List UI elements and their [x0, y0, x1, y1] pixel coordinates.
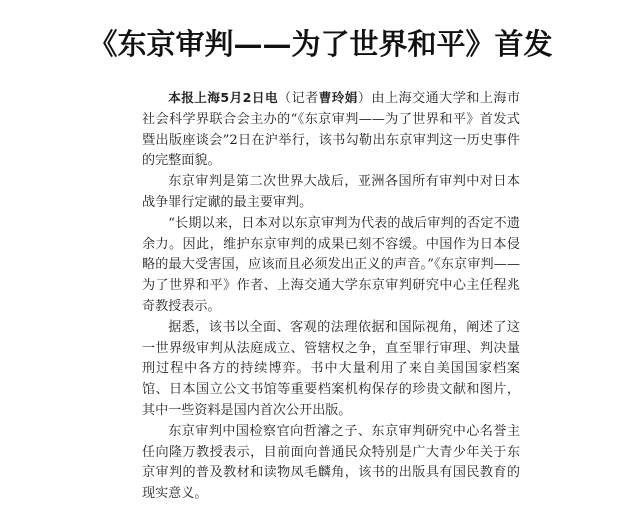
body-paragraph: 据悉，该书以全面、客观的法理依据和国际视角，阐述了这一世界级审判从法庭成立、管辖权之争，直至罪行审理、判决量刑过程中各方的持续博弈。书中大量利用了来自美国国家档案馆、日本国立公文书馆等重要档案机构保存的珍贵文献和图片，其中一些资料是国内首次公开出版。: [142, 319, 520, 418]
reporter-name: 曹玲娟: [318, 90, 358, 105]
byline-suffix: ）: [357, 91, 372, 106]
body-paragraph: 东京审判中国检察官向哲濬之子、东京审判研究中心名誉主任向隆万教授表示，目前面向普通民众特别是广大青少年关于东京审判的普及教材和读物凤毛麟角，该书的出版具有国民教育的现实意义。: [142, 423, 520, 502]
byline-prefix: （记者: [278, 91, 319, 106]
article-headline: 《东京审判——为了世界和平》首发: [88, 27, 553, 61]
lead-paragraph: [142, 88, 520, 172]
body-paragraph: “长期以来，日本对以东京审判为代表的战后审判的否定不遗余力。因此，维护东京审判的成果已刻不容缓。中国作为日本侵略的最大受害国，应该而且必须发出正义的声音。”《东京审判——为了世界和平》作者、上海交通大学东京审判研究中心主任程兆奇教授表示。: [142, 215, 520, 314]
lead-text: 由上海交通大学和上海市社会科学界联合会主办的“《东京审判——为了世界和平》首发式暨出版座谈会”2日在沪举行，该书勾勒出东京审判这一历史事件的完整面貌。: [142, 91, 521, 169]
body-paragraph: 东京审判是第二次世界大战后，亚洲各国所有审判中对日本战争罪行定谳的最主要审判。: [142, 174, 520, 210]
article-body: [142, 88, 520, 505]
dateline: 本报上海5月2日电: [168, 90, 279, 105]
